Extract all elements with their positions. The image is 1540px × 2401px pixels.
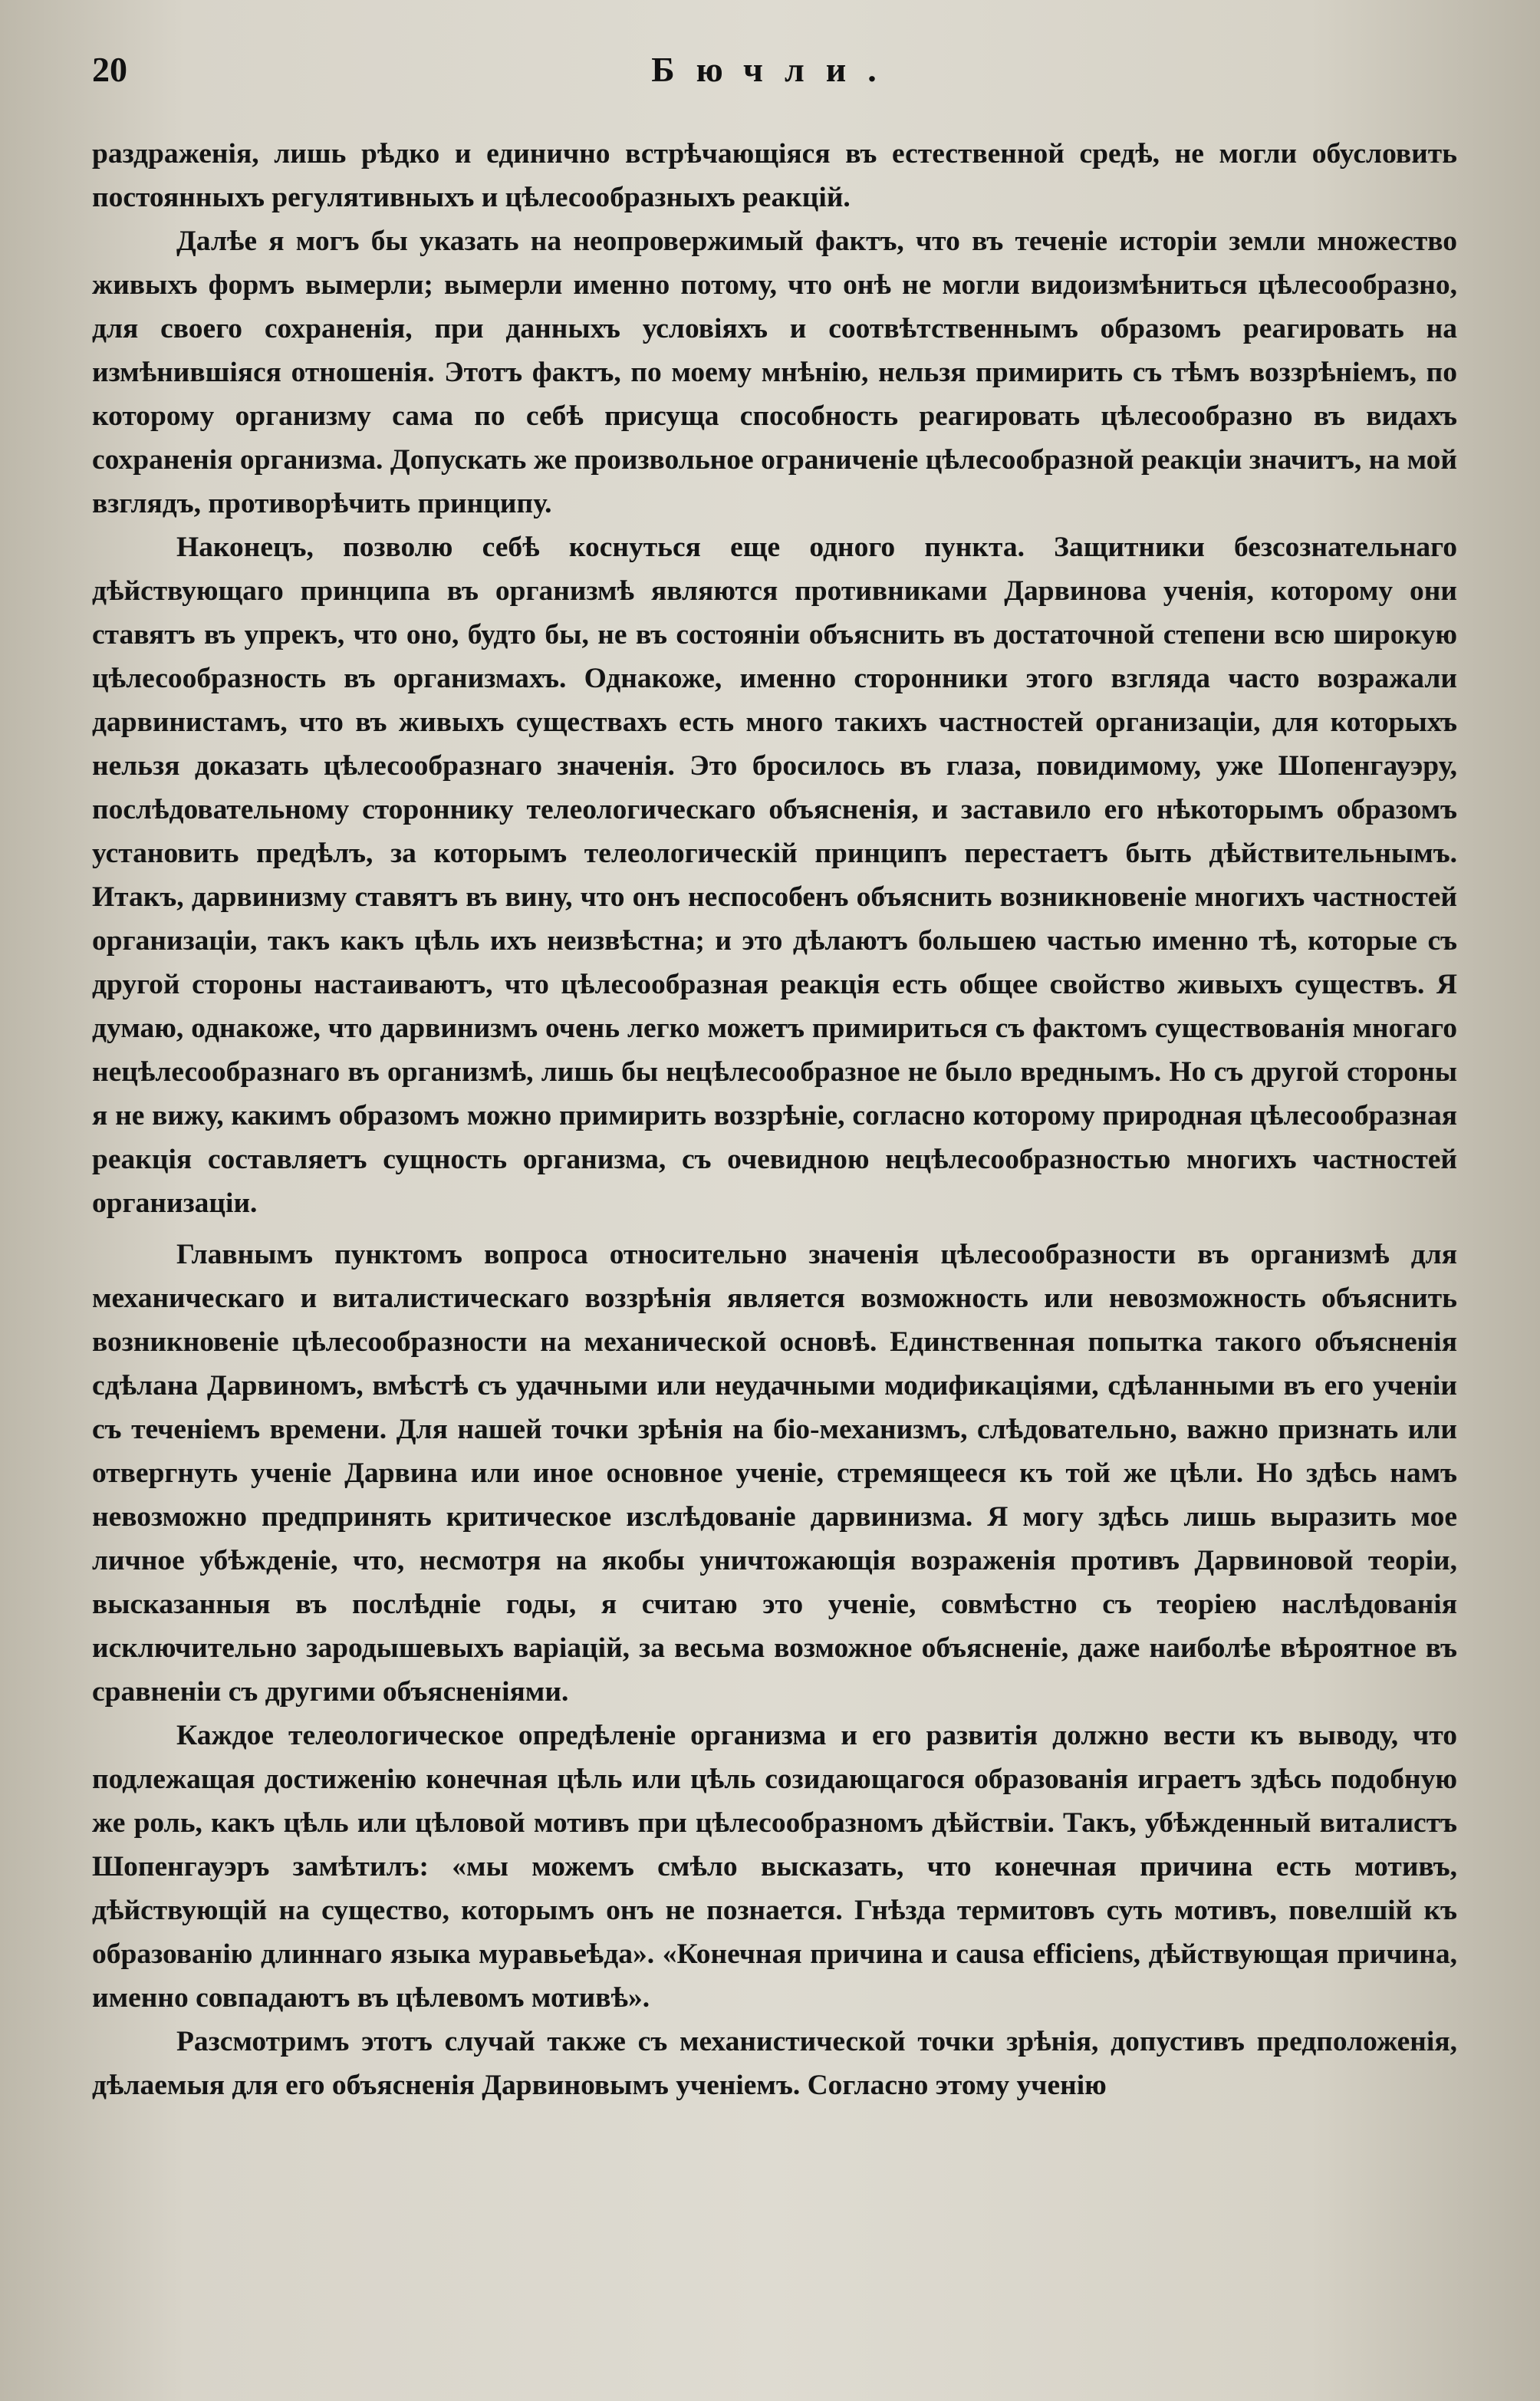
paragraph: Главнымъ пунктомъ вопроса относительно значенія цѣлесообразности въ организмѣ для механическаго и виталистическаго воззрѣнія является возможность или невозможность объяснить возникновеніе цѣлесообразности на механической основѣ. Единственная попытка такого объясненія сдѣлана Дарвиномъ, вмѣстѣ съ удачными или неудачными модификаціями, сдѣланными въ его ученіи съ теченіемъ времени. Для нашей точки зрѣнія на біо-механизмъ, слѣдовательно, важно признать или отвергнуть ученіе Дарвина или иное основное ученіе, стремящееся къ той же цѣли. Но здѣсь намъ невозможно предпринять критическое изслѣдованіе дарвинизма. Я могу здѣсь лишь выразить мое личное убѣжденіе, что, несмотря на якобы уничтожающія возраженія противъ Дарвиновой теоріи, высказанныя въ послѣдніе годы, я считаю это ученіе, совмѣстно съ теоріею наслѣдованія исключительно зародышевыхъ варіацій, за весьма возможное объясненіе, даже наиболѣе вѣроятное въ сравненіи съ другими объясненіями. (92, 1239, 1457, 1708)
paragraph: Разсмотримъ этотъ случай также съ механистической точки зрѣнія, допустивъ предположенія, дѣлаемыя для его объясненія Дарвиновымъ ученіемъ. Согласно этому ученію (92, 2026, 1457, 2101)
page-header (92, 49, 1457, 103)
paragraph: Далѣе я могъ бы указать на неопровержимый фактъ, что въ теченіе исторіи земли множество живыхъ формъ вымерли; вымерли именно потому, что онѣ не могли видоизмѣниться цѣлесообразно, для своего сохраненія, при данныхъ условіяхъ и соотвѣтственнымъ образомъ реагировать на измѣнившіяся отношенія. Этотъ фактъ, по моему мнѣнію, нельзя примирить съ тѣмъ воззрѣніемъ, по которому организму сама по себѣ присуща способность реагировать цѣлесообразно въ видахъ сохраненія организма. Допускать же произвольное ограниченіе цѣлесообразной реакціи значитъ, на мой взглядъ, противорѣчить принципу. (92, 226, 1457, 519)
page-number: 20 (92, 50, 127, 89)
paragraph: Каждое телеологическое опредѣленіе организма и его развитія должно вести къ выводу, что подлежащая достиженію конечная цѣль или цѣль созидающагося образованія играетъ здѣсь подобную же роль, какъ цѣль или цѣловой мотивъ при цѣлесообразномъ дѣйствіи. Такъ, убѣжденный виталистъ Шопенгауэръ замѣтилъ: «мы можемъ смѣло высказать, что конечная причина есть мотивъ, дѣйствующій на существо, которымъ онъ не познается. Гнѣзда термитовъ суть мотивъ, повелшій къ образованію длиннаго языка муравьеѣда». «Конечная причина и causa efficiens, дѣйствующая причина, именно совпадаютъ въ цѣлевомъ мотивѣ». (92, 1720, 1457, 2014)
paragraph: Наконецъ, позволю себѣ коснуться еще одного пункта. Защитники безсознательнаго дѣйствующаго принципа въ организмѣ являются противниками Дарвинова ученія, которому они ставятъ въ упрекъ, что оно, будто бы, не въ состояніи объяснить въ достаточной степени всю широкую цѣлесообразность въ организмахъ. Однакоже, именно сторонники этого взгляда часто возражали дарвинистамъ, что въ живыхъ существахъ есть много такихъ частностей организаціи, для которыхъ нельзя доказать цѣлесообразнаго значенія. Это бросилось въ глаза, повидимому, уже Шопенгауэру, послѣдовательному стороннику телеологическаго объясненія, и заставило его нѣкоторымъ образомъ установить предѣлъ, за которымъ телеологическій принципъ перестаетъ быть дѣйствительнымъ. Итакъ, дарвинизму ставятъ въ вину, что онъ неспособенъ объяснить возникновеніе многихъ частностей организаціи, такъ какъ цѣль ихъ неизвѣстна; и это дѣлаютъ большею частью именно тѣ, которые съ другой стороны настаиваютъ, что цѣлесообразная реакція есть общее свойство живыхъ существъ. Я думаю, однакоже, что дарвинизмъ очень легко можетъ примириться съ фактомъ существованія многаго нецѣлесообразнаго въ организмѣ, лишь бы нецѣлесообразное не было вреднымъ. Но съ другой стороны я не вижу, какимъ образомъ можно примирить воззрѣніе, согласно которому природная цѣлесообразная реакція составляетъ сущность организма, съ очевидною нецѣлесообразностью многихъ частностей организаціи. (92, 532, 1457, 1219)
paragraph: раздраженія, лишь рѣдко и единично встрѣчающіяся въ естественной средѣ, не могли обусловить постоянныхъ регулятивныхъ и цѣлесообразныхъ реакцій. (92, 138, 1457, 213)
page-body (92, 132, 1457, 2107)
running-title: Бючли. (651, 50, 898, 89)
